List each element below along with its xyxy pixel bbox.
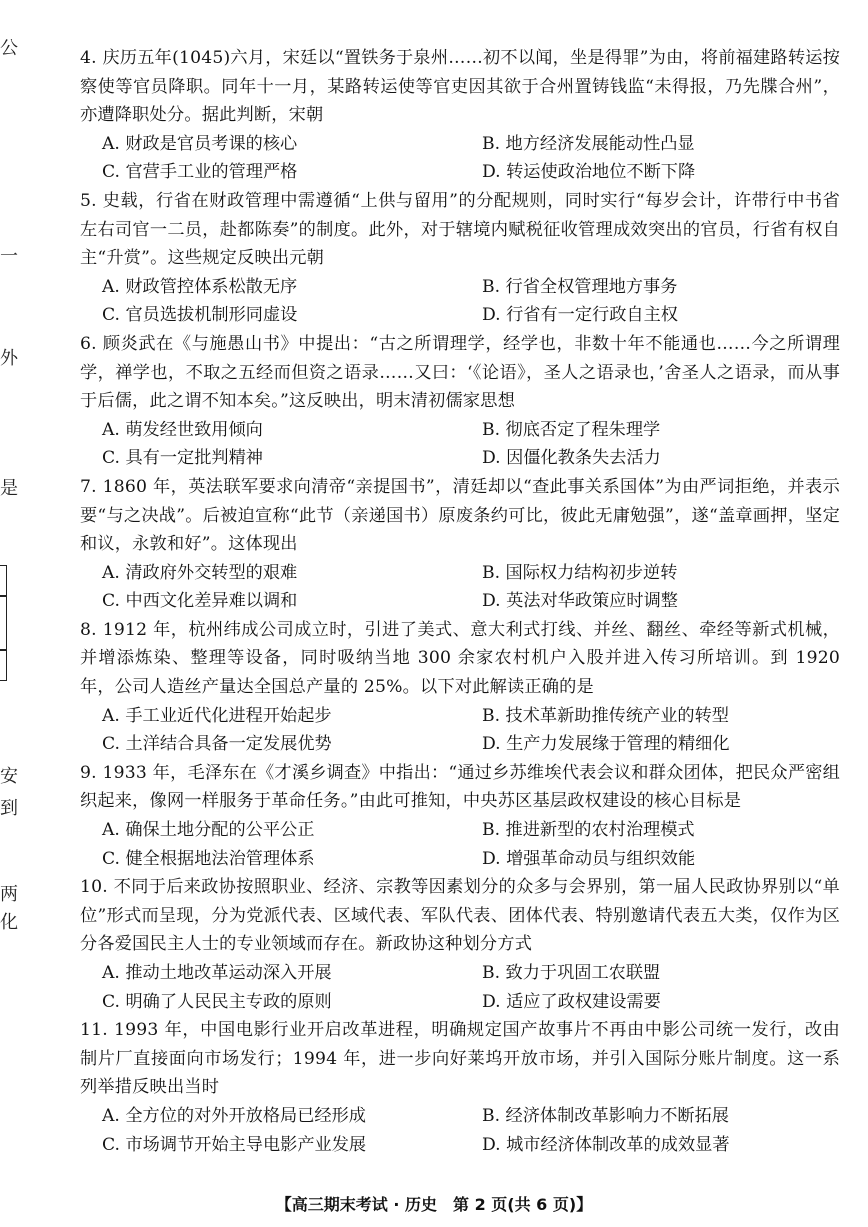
option-d[interactable]: D. 英法对华政策应时调整 [482,591,678,612]
option-b[interactable]: B. 地方经济发展能动性凸显 [482,133,695,154]
option-d[interactable]: D. 城市经济体制改革的成效显著 [482,1134,730,1155]
option-b[interactable]: B. 致力于巩固工农联盟 [482,963,661,983]
option-list [80,702,840,759]
question-stem: 6. 顾炎武在《与施愚山书》中提出：“古之所谓理学，经学也，非数十年不能通也……今之所谓理学，禅学也，不取之五经而但资之语录……又曰：‘《论语》，圣人之语录也，’舍圣人之语录，而从事于后儒，此之谓不知本矣。”这反映出，明末清初儒家思想 [80,333,840,412]
margin-char: 两 [0,884,18,905]
option-a[interactable]: A. 确保土地分配的公平公正 [102,820,315,841]
margin-box [0,649,7,681]
question-stem: 7. 1860 年，英法联军要求向清帝“亲提国书”，清廷却以“查此事关系国体”为由严词拒绝，并表示要“与之决战”。后被迫宣称“此节（亲递国书）原废条约可比，彼此无庸勉强”，遂“盖章画押，坚定和议，永敦和好”。这体现出 [80,476,840,555]
option-b[interactable]: B. 彻底否定了程朱理学 [482,419,661,440]
margin-char: 是 [0,478,18,499]
question-10 [80,873,840,1016]
margin-char: 外 [0,348,18,369]
margin-char: 到 [0,798,18,819]
question-9 [80,759,840,873]
option-a[interactable]: A. 推动土地改革运动深入开展 [102,963,332,983]
option-list [80,816,840,873]
question-list [80,44,840,1159]
question-stem: 9. 1933 年，毛泽东在《才溪乡调查》中指出：“通过乡苏维埃代表会议和群众团体，把民众严密组织起来，像网一样服务于革命任务。”由此可推知，中央苏区基层政权建设的核心目标是 [80,762,840,812]
option-list [80,130,840,187]
question-stem: 10. 不同于后来政协按照职业、经济、宗教等因素划分的众多与会界别，第一届人民政协界别以“单位”形式而呈现，分为党派代表、区域代表、军队代表、团体代表、特别邀请代表五大类，仅作为区分各爱国民主人士的专业领域而存在。新政协这种划分方式 [80,877,840,955]
option-b[interactable]: B. 推进新型的农村治理模式 [482,820,695,841]
option-c[interactable]: C. 市场调节开始主导电影产业发展 [102,1134,367,1155]
option-c[interactable]: C. 官营手工业的管理严格 [102,162,298,183]
margin-box [0,565,7,597]
option-d[interactable]: D. 生产力发展缘于管理的精细化 [482,734,730,755]
option-a[interactable]: A. 手工业近代化进程开始起步 [102,705,332,726]
option-c[interactable]: C. 中西文化差异难以调和 [102,591,298,612]
option-a[interactable]: A. 全方位的对外开放格局已经形成 [102,1105,366,1126]
option-d[interactable]: D. 转运使政治地位不断下降 [482,162,696,183]
question-stem: 11. 1993 年，中国电影行业开启改革进程，明确规定国产故事片不再由中影公司统一发行，改由制片厂直接面向市场发行；1994 年，进一步向好莱坞开放市场，并引入国际分账片制度。这一系列举措反映出当时 [80,1020,840,1098]
option-d[interactable]: D. 因僵化教条失去活力 [482,448,661,469]
option-c[interactable]: C. 健全根据地法治管理体系 [102,848,315,869]
option-c[interactable]: C. 具有一定批判精神 [102,448,263,469]
option-a[interactable]: A. 财政是官员考课的核心 [102,133,298,154]
question-stem: 8. 1912 年，杭州纬成公司成立时，引进了美式、意大利式打线、并丝、翻丝、牵经等新式机械，并增添炼染、整理等设备，同时吸纳当地 300 余家农村机户入股并进入传习所培训。到 1920 年，公司人造丝产量达全国总产量的 25%。以下对此解读正确的是 [80,619,840,698]
question-stem: 5. 史载，行省在财政管理中需遵循“上供与留用”的分配规则，同时实行“每岁会计，许带行中书省左右司官一二员，赴都陈奏”的制度。此外，对于辖境内赋税征收管理成效突出的官员，行省有权自主“升赏”。这些规定反映出元朝 [80,190,840,269]
option-list [80,273,840,330]
question-4 [80,44,840,187]
option-c[interactable]: C. 官员选拔机制形同虚设 [102,305,298,326]
option-d[interactable]: D. 行省有一定行政自主权 [482,305,678,326]
option-a[interactable]: A. 财政管控体系松散无序 [102,276,298,297]
option-b[interactable]: B. 技术革新助推传统产业的转型 [482,705,729,726]
option-a[interactable]: A. 萌发经世致用倾向 [102,419,263,440]
option-d[interactable]: D. 增强革命动员与组织效能 [482,848,696,869]
option-c[interactable]: C. 土洋结合具备一定发展优势 [102,734,332,755]
option-b[interactable]: B. 国际权力结构初步逆转 [482,562,678,583]
page-footer: 【高三期末考试 · 历史 第 2 页(共 6 页)】 [275,1195,593,1214]
option-list [80,416,840,473]
question-7 [80,473,840,616]
question-8 [80,616,840,759]
question-6 [80,330,840,473]
question-5 [80,187,840,330]
option-list [80,1102,840,1159]
option-list [80,959,840,1016]
option-b[interactable]: B. 经济体制改革影响力不断拓展 [482,1105,729,1126]
option-c[interactable]: C. 明确了人民民主专政的原则 [102,991,332,1012]
option-b[interactable]: B. 行省全权管理地方事务 [482,276,678,297]
option-d[interactable]: D. 适应了政权建设需要 [482,991,661,1012]
margin-char: 化 [0,912,18,933]
question-stem: 4. 庆历五年(1045)六月，宋廷以“置铁务于泉州……初不以闻，坐是得罪”为由，将前福建路转运按察使等官员降职。同年十一月，某路转运使等官吏因其欲于合州置铸钱监“未得报，乃先牒合州”，亦遭降职处分。据此判断，宋朝 [80,48,840,126]
option-a[interactable]: A. 清政府外交转型的艰难 [102,562,298,583]
margin-char: 安 [0,766,18,787]
question-11 [80,1016,840,1159]
margin-box [0,595,7,651]
margin-char: 一 [0,246,18,267]
margin-char: 公 [0,38,18,59]
option-list [80,559,840,616]
